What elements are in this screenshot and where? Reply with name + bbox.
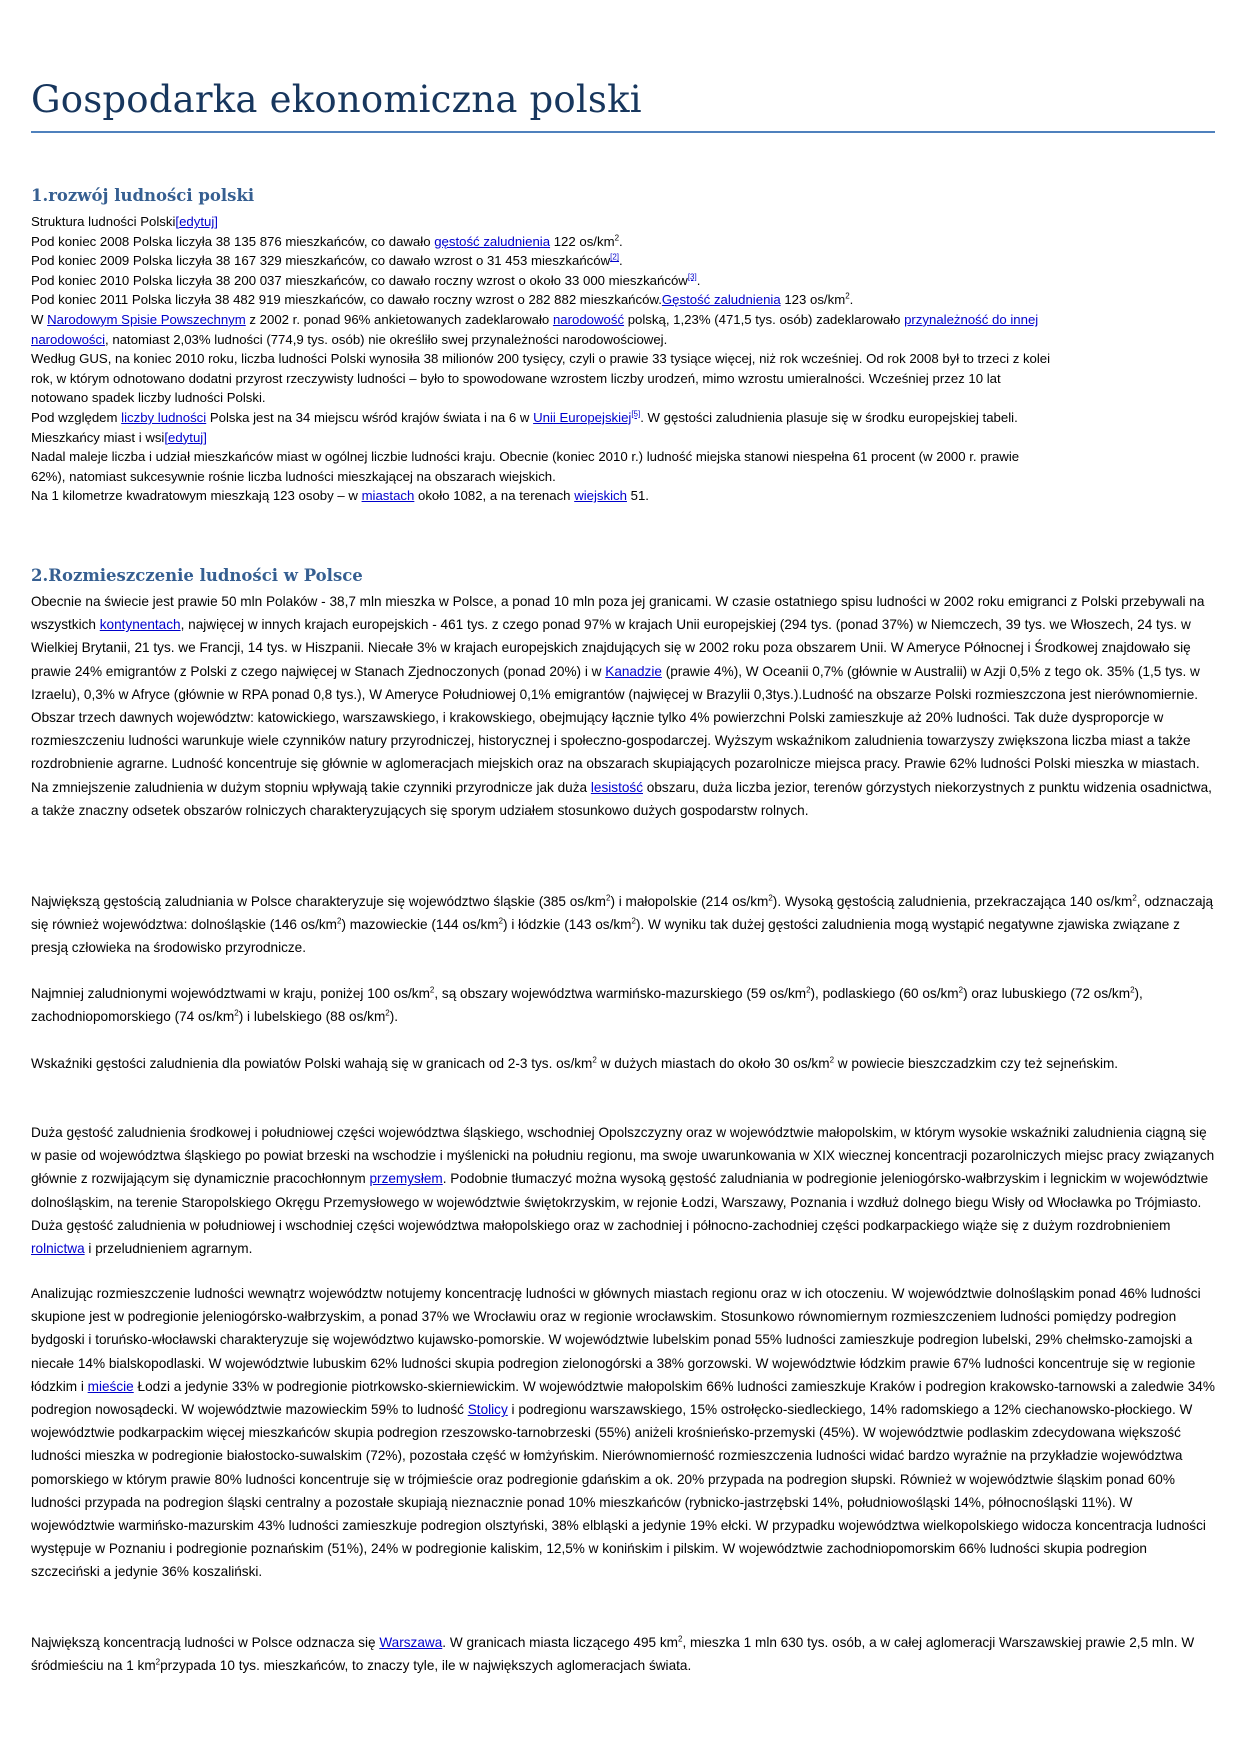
structure-line	[31, 212, 1215, 232]
gus-line-2: rok, w którym odnotowano dodatni przyrost rzeczywisty ludności – było to spowodowane wzrostem liczby urodzeń, mimo wzrostu umieralności. Wcześniej przez 10 lat	[31, 370, 1001, 386]
section2-paragraph-7: Największą koncentracją ludności w Polsce odznacza się Warszawa. W granicach miasta liczącego 495 $km^2$, mieszka 1 mln 630 tys. osób, a w całej aglomeracji Warszawskiej prawie 2,5 mln. W śródmieściu na 1 $km^2przypada$ 10 tys. mieszkańców, to znaczy tyle, ile w największych aglomeracjach świata.	[31, 1634, 1195, 1674]
km-line: Na 1 kilometrze kwadratowym mieszkają 123 osoby – w miastach około 1082, a na terenach wiejskich 51.	[31, 488, 649, 504]
other-nationality-link-2[interactable]: narodowości	[31, 331, 106, 347]
section2-paragraph-4: Wskaźniki gęstości zaludnienia dla powiatów Polski wahają się w granicach od 2-3 tys. $os/km^2$ w dużych miastach do około 30 $os/km^2$ w powiecie bieszczadzkim czy też sejneńskim.	[31, 1055, 1119, 1071]
line-2008: Pod koniec 2008 Polska liczyła 38 135 876 mieszkańców, co dawało gęstość zaludnienia 122 $os/km^2$.	[31, 233, 623, 249]
section1-body	[31, 212, 1215, 506]
rank-line: Pod względem liczby ludności Polska jest na 34 miejscu wśród krajów świata i na 6 w Unii Europejskiej[5]. W gęstości zaludnienia plasuje się w środku europejskiej tabeli.	[31, 409, 1018, 425]
nationality-link[interactable]: narodowość	[552, 311, 625, 327]
line-2010: Pod koniec 2010 Polska liczyła 38 200 037 mieszkańców, co dawało roczny wzrost o około 33 000 mieszkańców[3].	[31, 272, 701, 288]
section2-paragraph-5: Duża gęstość zaludnienia środkowej i południowej części województwa śląskiego, wschodniej Opolszczyzny oraz w województwie małopolskim, w którym wysokie wskaźniki zaludnienia ciągną się w pasie od województwa śląskiego po powiat brzeski na wschodzie i myślenicki na południu regionu, ma swoje uwarunkowania w XIX wiecznej koncentracji pozarolniczych miejsc pracy związanych głównie z rozwijającym się dynamicznie pracochłonnym przemysłem. Podobnie tłumaczyć można wysoką gęstość zaludniania w podregionie jeleniogórsko-wałbrzyskim i legnickim w województwie dolnośląskim, na terenie Staropolskiego Okręgu Przemysłowego w województwie świętokrzyskim, w rejonie Łodzi, Warszawy, Poznania i wzdłuż dolnego biegu Wisły od Włocławka po Trójmiasto. Duża gęstość zaludnienia w południowej i wschodniej części województwa małopolskiego oraz w zachodniej i północno-zachodniej części podkarpackiego wiąże się z dużym rozdrobnieniem rolnictwa i przeludnieniem agrarnym.	[31, 1125, 1215, 1257]
edit-link[interactable]: [edytuj]	[175, 214, 218, 229]
density-link-2[interactable]: Gęstość zaludnienia	[661, 292, 781, 308]
urban-label-line	[31, 428, 1215, 448]
agriculture-link[interactable]: rolnictwa	[31, 1241, 85, 1257]
gus-line-1: Według GUS, na koniec 2010 roku, liczba ludności Polski wynosiła 38 milionów 200 tysięcy, czyli o prawie 33 tysiące więcej, niż rok wcześniej. Od rok 2008 był to trzeci z kolei	[31, 351, 1051, 367]
capital-link[interactable]: Stolicy	[467, 1402, 508, 1418]
census-line: W Narodowym Spisie Powszechnym z 2002 r. ponad 96% ankietowanych zadeklarowało narodowość polską, 1,23% (471,5 tys. osób) zadeklarowało przynależność do innej	[31, 311, 1039, 327]
density-link[interactable]: gęstość zaludnienia	[434, 233, 551, 249]
population-link[interactable]: liczby ludności	[121, 409, 207, 425]
line-2009: Pod koniec 2009 Polska liczyła 38 167 329 mieszkańców, co dawało wzrost o 31 453 mieszkańców[2].	[31, 252, 623, 269]
census-line-2: narodowości, natomiast 2,03% ludności (774,9 tys. osób) nie określiło swej przynależności narodowościowej.	[31, 331, 668, 347]
section1-heading: 1.rozwój ludności polski	[31, 186, 255, 205]
section2-paragraph-6: Analizując rozmieszczenie ludności wewnątrz województw notujemy koncentrację ludności w głównych miastach regionu oraz w ich otoczeniu. W województwie dolnośląskim ponad 46% ludności skupione jest w podregionie jeleniogórsko-wałbrzyskim, a ponad 37% we Wrocławiu oraz w regionie wrocławskim. Stosunkowo równomiernym rozmieszczeniem ludności pomiędzy podregion bydgoski i toruńsko-włocławski charakteryzuje się województwo kujawsko-pomorskie. W województwie lubelskim ponad 55% ludności zamieszkuje podregion lubelski, 29% chełmsko-zamojski a niecałe 14% bialskopodlaski. W województwie lubuskim 62% ludności skupia podregion zielonogórski a 38% gorzowski. W województwie łódzkim prawie 67% ludności koncentruje się w regionie łódzkim i mieście Łodzi a jedynie 33% w podregionie piotrkowsko-skierniewickim. W województwie małopolskim 66% ludności zamieszkuje Kraków i podregion krakowsko-tarnowski a zaledwie 34% podregion nowosądecki. W województwie mazowieckim 59% to ludność Stolicy i podregionu warszawskiego, 15% ostrołęcko-siedleckiego, 14% radomskiego a 12% ciechanowsko-płockiego. W województwie podkarpackim więcej mieszkańców skupia podregion rzeszowsko-tarnobrzeski (55%) aniżeli krośnieńsko-przemyski (45%). W województwie podlaskim zdecydowana większość ludności mieszka w podregionie białostocko-suwalskim (72%), pozostała część w łomżyńskim. Nierównomierność rozmieszczenia ludności widać bardzo wyraźnie na przykładzie województwa pomorskiego w którym prawie 80% ludności koncentruje się w trójmieście oraz podregionie gdańskim a ok. 20% przypada na podregion słupski. Również w województwie śląskim ponad 60% ludności przypada na podregion śląski centralny a pozostałe skupiają nieznacznie ponad 10% mieszkańców (rybnicko-jastrzębski 14%, południowośląski 14%, północnośląski 11%). W województwie warmińsko-mazurskim 43% ludności zamieszkuje podregion olsztyński, 38% elbląski a jedynie 19% ełcki. W przypadku województwa wielkopolskiego widocza koncentracja ludności występuje w Poznaniu i podregionie poznańskim (51%), 24% w podregionie kaliskim, 12,5% w konińskim i pilskim. W województwie zachodniopomorskim 66% ludności skupia podregion szczeciński a jedynie 36% koszaliński.	[31, 1286, 1215, 1580]
rural-link[interactable]: wiejskich	[574, 488, 627, 504]
forestation-link[interactable]: lesistość	[590, 779, 643, 795]
line-2011: Pod koniec 2011 Polska liczyła 38 482 919 mieszkańców, co dawało roczny wzrost o 282 882 mieszkańców.Gęstość zaludnienia 123 $os/km^2$.	[31, 291, 854, 308]
other-nationality-link[interactable]: przynależność do innej	[904, 311, 1039, 327]
city-link[interactable]: mieście	[87, 1378, 134, 1394]
urban-label: Mieszkańcy miast i wsi	[31, 429, 165, 445]
edit-link-2[interactable]: [edytuj]	[164, 429, 207, 445]
section2-paragraph-2: Największą gęstością zaludniania w Polsce charakteryzuje się województwo śląskie (385 $os/km^2$) i małopolskie (214 $os/km^2$). Wysoką gęstością zaludnienia, przekraczająca 140 $os/km^2$, odznaczają się również województwa: dolnośląskie (146 $os/km^2$) mazowieckie (144 $os/km^2$) i łódzkie (143 $os/km^2$). W wyniku tak dużej gęstości zaludnienia mogą wystąpić negatywne zjawiska związane z presją człowieka na środowisko przyrodnicze.	[31, 893, 1214, 956]
industry-link[interactable]: przemysłem	[369, 1171, 443, 1187]
eu-link[interactable]: Unii Europejskiej	[533, 409, 632, 425]
structure-label: Struktura ludności Polski	[31, 214, 176, 229]
title-underline	[31, 131, 1215, 133]
section2-heading: 2.Rozmieszczenie ludności w Polsce	[31, 566, 363, 585]
canada-link[interactable]: Kanadzie	[605, 663, 662, 679]
census-link[interactable]: Narodowym Spisie Powszechnym	[47, 311, 246, 327]
document-title: Gospodarka ekonomiczna polski	[31, 78, 642, 121]
warsaw-link[interactable]: Warszawa	[379, 1635, 443, 1650]
urban-line-1: Nadal maleje liczba i udział mieszkańców miast w ogólnej liczbie ludności kraju. Obecnie (koniec 2010 r.) ludność miejska stanowi niespełna 61 procent (w 2000 r. prawie	[31, 449, 1020, 465]
continents-link[interactable]: kontynentach	[99, 617, 181, 633]
ref-link-5[interactable]: [5]	[631, 409, 641, 419]
ref-link-3[interactable]: [3]	[687, 272, 697, 282]
gus-line-3: notowano spadek liczby ludności Polski.	[31, 390, 266, 406]
cities-link[interactable]: miastach	[361, 488, 415, 504]
section2-paragraph-3: Najmniej zaludnionymi województwami w kraju, poniżej 100 $os/km^2$, są obszary województwa warmińsko-mazurskiego (59 $os/km^2$), podlaskiego (60 $os/km^2$) oraz lubuskiego (72 $os/km^2$), zachodniopomorskiego (74 $os/km^2$) i lubelskiego (88 $os/km^2$).	[31, 985, 1143, 1025]
section2-paragraph-1: Obecnie na świecie jest prawie 50 mln Polaków - 38,7 mln mieszka w Polsce, a ponad 10 mln poza jej granicami. W czasie ostatniego spisu ludności w 2002 roku emigranci z Polski przebywali na wszystkich kontynentach, najwięcej w innych krajach europejskich - 461 tys. z czego ponad 97% w krajach Unii europejskiej (294 tys. (ponad 37%) w Niemczech, 39 tys. we Włoszech, 24 tys. w Wielkiej Brytanii, 21 tys. we Francji, 14 tys. w Hiszpanii. Niecałe 3% w krajach europejskich znajdujących się w 2002 roku poza obszarem Unii. W Ameryce Północnej i Środkowej znajdowało się prawie 24% emigrantów z Polski z czego najwięcej w Stanach Zjednoczonych (ponad 20%) i w Kanadzie (prawie 4%), W Oceanii 0,7% (głównie w Australii) w Azji 0,5% z tego ok. 35% (1,5 tys. w Izraelu), 0,3% w Afryce (głównie w RPA ponad 0,8 tys.), W Ameryce Południowej 0,1% emigrantów (najwięcej w Brazylii 0,3tys.).Ludność na obszarze Polski rozmieszczona jest nierównomiernie. Obszar trzech dawnych województw: katowickiego, warszawskiego, i krakowskiego, obejmujący łącznie tylko 4% powierzchni Polski zamieszkuje aż 20% ludności. Tak duże dysproporcje w rozmieszczeniu ludności warunkuje wiele czynników natury przyrodniczej, historycznej i społeczno-gospodarczej. Wyższym wskaźnikom zaludnienia towarzyszy zwiększona liczba miast a także rozdrobnienie agrarne. Ludność koncentruje się głównie w aglomeracjach miejskich oraz na obszarach skupiających pozarolnicze miejsca pracy. Prawie 62% ludności Polski mieszka w miastach. Na zmniejszenie zaludnienia w dużym stopniu wpływają takie czynniki przyrodnicze jak duża lesistość obszaru, duża liczba jezior, terenów górzystych niekorzystnych z punktu widzenia osadnictwa, a także znaczny odsetek obszarów rolniczych charakteryzujących się sporym udziałem stosunkowo dużych gospodarstw rolnych.	[31, 594, 1212, 818]
urban-line-2: 62%), natomiast sukcesywnie rośnie liczba ludności mieszkającej na obszarach wiejskich.	[31, 468, 556, 484]
ref-link-2[interactable]: [2]	[610, 252, 620, 262]
